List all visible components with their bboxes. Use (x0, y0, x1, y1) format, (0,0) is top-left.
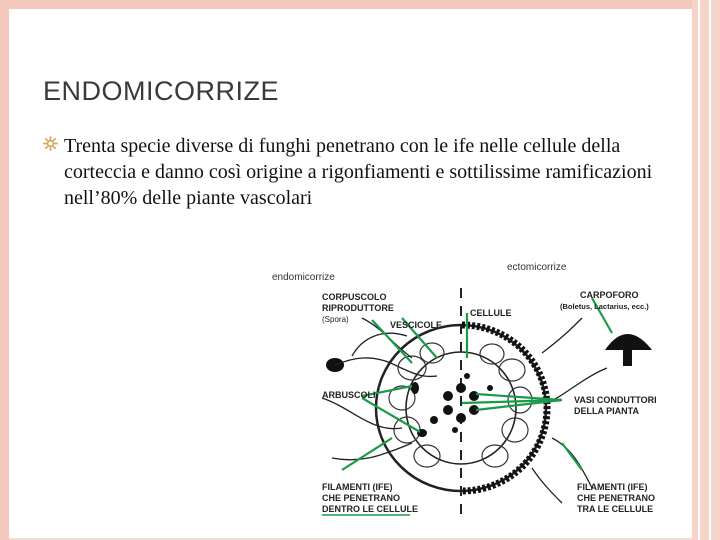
label-cellule: CELLULE (470, 308, 512, 318)
slide-frame-right-line (698, 0, 700, 540)
label-arbuscoli: ARBUSCOLI (322, 390, 376, 400)
label-vasi: VASI CONDUTTORI (574, 395, 657, 405)
label-filamenti-tra: FILAMENTI (IFE) (577, 482, 648, 492)
mycorrhiza-diagram (262, 258, 692, 520)
label-corpuscolo: RIPRODUTTORE (322, 303, 394, 313)
label-pointers (342, 298, 612, 470)
slide-frame-right (692, 0, 720, 540)
label-carpoforo: (Boletus, Lactarius, ecc.) (560, 302, 649, 311)
slide-frame-right-line (709, 0, 711, 540)
diagram-header-ecto: ectomicorrize (507, 262, 567, 273)
label-corpuscolo: (Spora) (322, 315, 349, 324)
label-vasi: DELLA PIANTA (574, 406, 639, 416)
diagram-header-endo: endomicorrize (272, 272, 335, 283)
mushroom-shape (605, 334, 652, 366)
slide-frame-top (0, 0, 720, 9)
slide-title: ENDOMICORRIZE (43, 76, 279, 106)
label-corpuscolo: CORPUSCOLO (322, 292, 387, 302)
label-filamenti-dentro: DENTRO LE CELLULE (322, 504, 418, 514)
label-filamenti-dentro: FILAMENTI (IFE) (322, 482, 393, 492)
label-filamenti-tra: TRA LE CELLULE (577, 504, 654, 514)
label-carpoforo: CARPOFORO (580, 290, 639, 300)
label-vescicole: VESCICOLE (390, 320, 443, 330)
slide-frame-left (0, 0, 9, 540)
label-filamenti-dentro: CHE PENETRANO (322, 493, 401, 503)
label-filamenti-tra: CHE PENETRANO (577, 493, 656, 503)
sun-bullet-icon (43, 136, 58, 151)
bullet-text: Trenta specie diverse di funghi penetrano con le ife nelle cellule della corteccia e danno così origine a rigonfiamenti e sottilissime ramificazioni nell’80% delle piante vascolari (64, 135, 653, 209)
